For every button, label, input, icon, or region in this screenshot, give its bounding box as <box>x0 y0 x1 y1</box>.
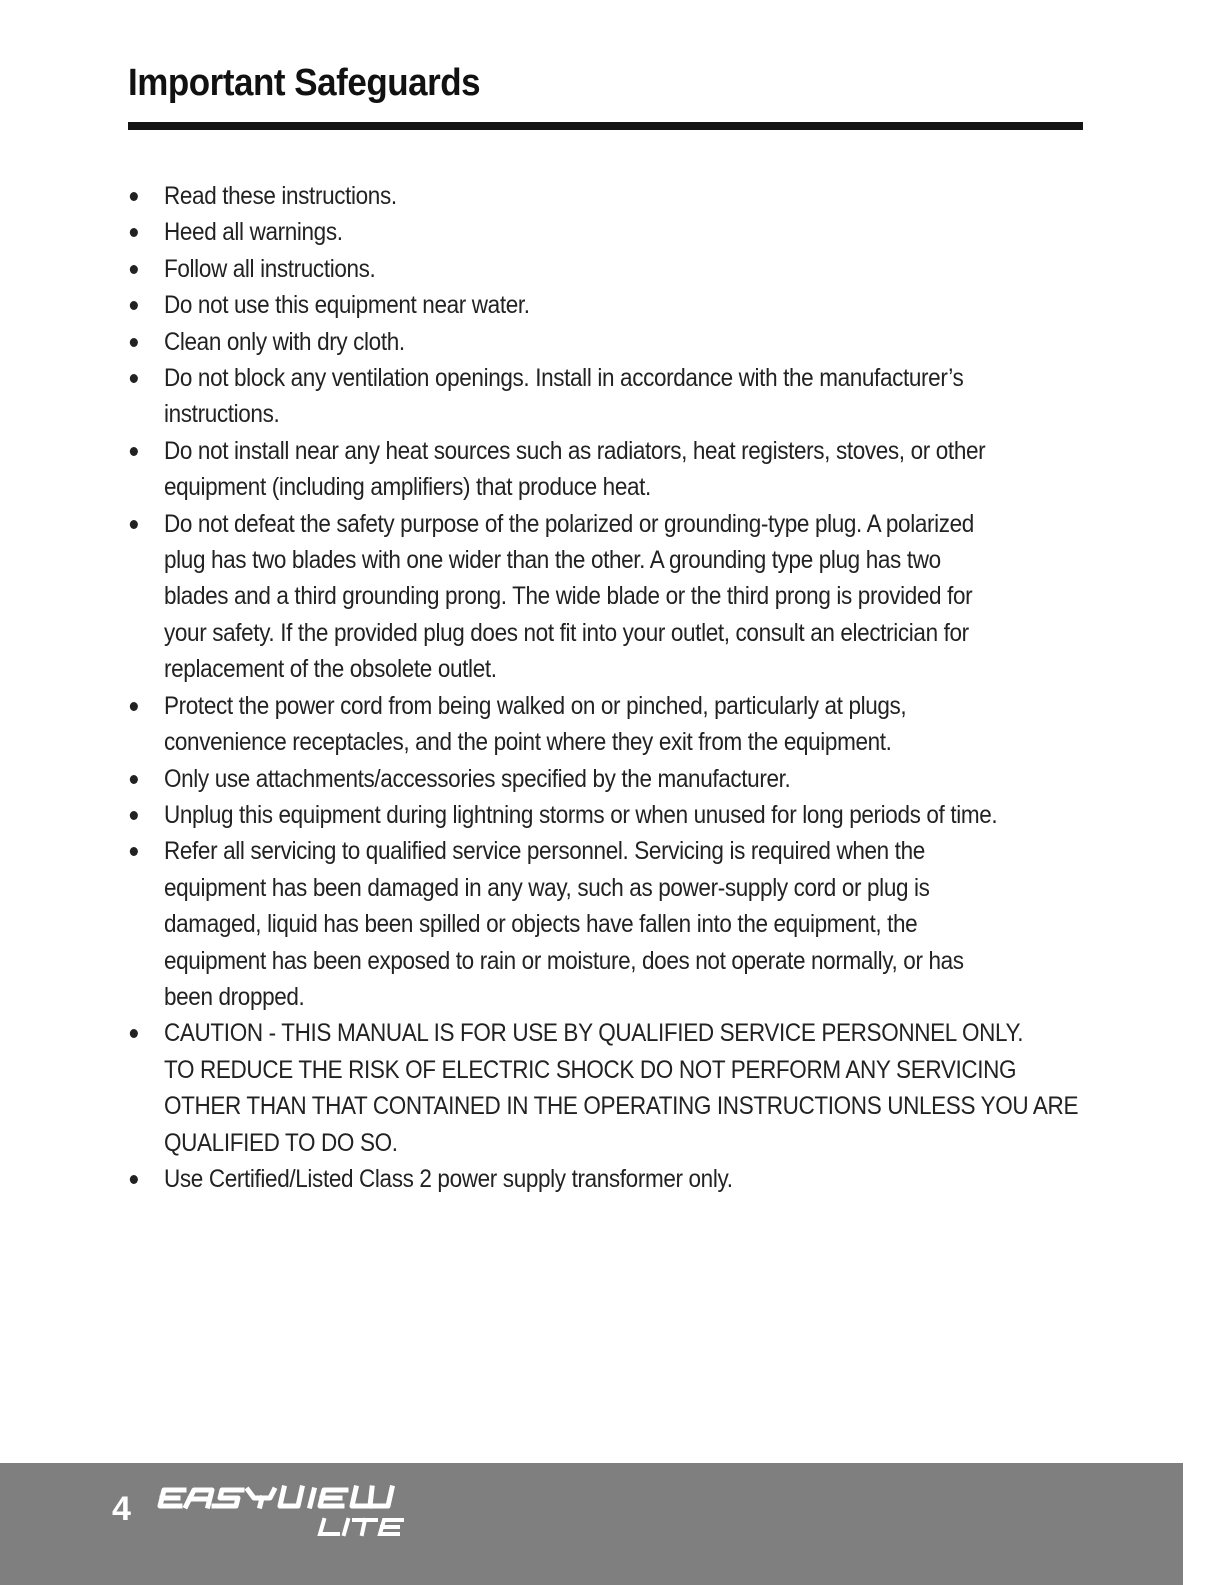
list-item <box>128 324 1154 360</box>
brand-logo <box>150 1482 430 1542</box>
bullet-icon <box>130 811 138 820</box>
list-item <box>128 178 1154 214</box>
bullet-icon <box>130 192 138 201</box>
list-item <box>128 833 1154 1015</box>
list-item-text: Heed all warnings. <box>164 218 343 247</box>
list-item-text: Protect the power cord from being walked on or pinched, particularly at plugs, convenience receptacles, and the point where they exit from the equipment. <box>164 691 907 757</box>
list-item <box>128 506 1154 688</box>
list-item-text: Refer all servicing to qualified service personnel. Servicing is required when the equipment has been damaged in any way, such as power-supply cord or plug is damaged, liquid has been spilled or objects have fallen into the equipment, the equipment has been exposed to rain or moisture, does not operate normally, or has been dropped. <box>164 837 964 1011</box>
list-item-text: Clean only with dry cloth. <box>164 327 405 356</box>
bullet-icon <box>130 338 138 347</box>
list-item <box>128 761 1154 797</box>
list-item-text: Follow all instructions. <box>164 254 376 283</box>
bullet-icon <box>130 374 138 383</box>
page-title: Important Safeguards <box>128 62 481 104</box>
list-item <box>128 214 1154 250</box>
bullet-icon <box>130 265 138 274</box>
safeguard-list <box>128 178 1118 1197</box>
list-item <box>128 251 1154 287</box>
page-number: 4 <box>112 1490 131 1528</box>
list-item-text: Read these instructions. <box>164 182 397 210</box>
list-item-text: Do not use this equipment near water. <box>164 291 530 320</box>
title-divider <box>128 122 1083 130</box>
list-item <box>128 360 1154 433</box>
bullet-icon <box>130 520 138 529</box>
list-item-text: Only use attachments/accessories specified by the manufacturer. <box>164 764 791 793</box>
list-item <box>128 1015 1154 1161</box>
bullet-icon <box>130 847 138 856</box>
list-item-text: CAUTION - THIS MANUAL IS FOR USE BY QUALIFIED SERVICE PERSONNEL ONLY. TO REDUCE THE RISK OF ELECTRIC SHOCK DO NOT PERFORM ANY SERVICING OTHER THAN THAT CONTAINED IN THE OPERATING INSTRUCTIONS UNLESS YOU ARE QUALIFIED TO DO SO. <box>164 1019 1079 1157</box>
list-item <box>128 797 1154 833</box>
list-item <box>128 287 1154 323</box>
list-item-text: Do not defeat the safety purpose of the polarized or grounding-type plug. A polarized plug has two blades with one wider than the other. A grounding type plug has two blades and a third grounding prong. The wide blade or the third prong is provided for your safety. If the provided plug does not fit into your outlet, consult an electrician for replacement of the obsolete outlet. <box>164 509 974 684</box>
bullet-icon <box>130 702 138 711</box>
list-item-text: Use Certified/Listed Class 2 power supply transformer only. <box>164 1164 733 1193</box>
list-item-text: Do not block any ventilation openings. Install in accordance with the manufacturer’s instructions. <box>164 364 964 429</box>
bullet-icon <box>130 775 138 784</box>
list-item-text: Do not install near any heat sources such as radiators, heat registers, stoves, or other equipment (including amplifiers) that produce heat. <box>164 436 986 502</box>
bullet-icon <box>130 301 138 310</box>
bullet-icon <box>130 1029 138 1038</box>
bullet-icon <box>130 1175 138 1184</box>
bullet-icon <box>130 228 138 237</box>
list-item <box>128 433 1154 506</box>
bullet-icon <box>130 447 138 456</box>
list-item <box>128 688 1154 761</box>
list-item <box>128 1161 1154 1197</box>
list-item-text: Unplug this equipment during lightning storms or when unused for long periods of time. <box>164 800 998 829</box>
